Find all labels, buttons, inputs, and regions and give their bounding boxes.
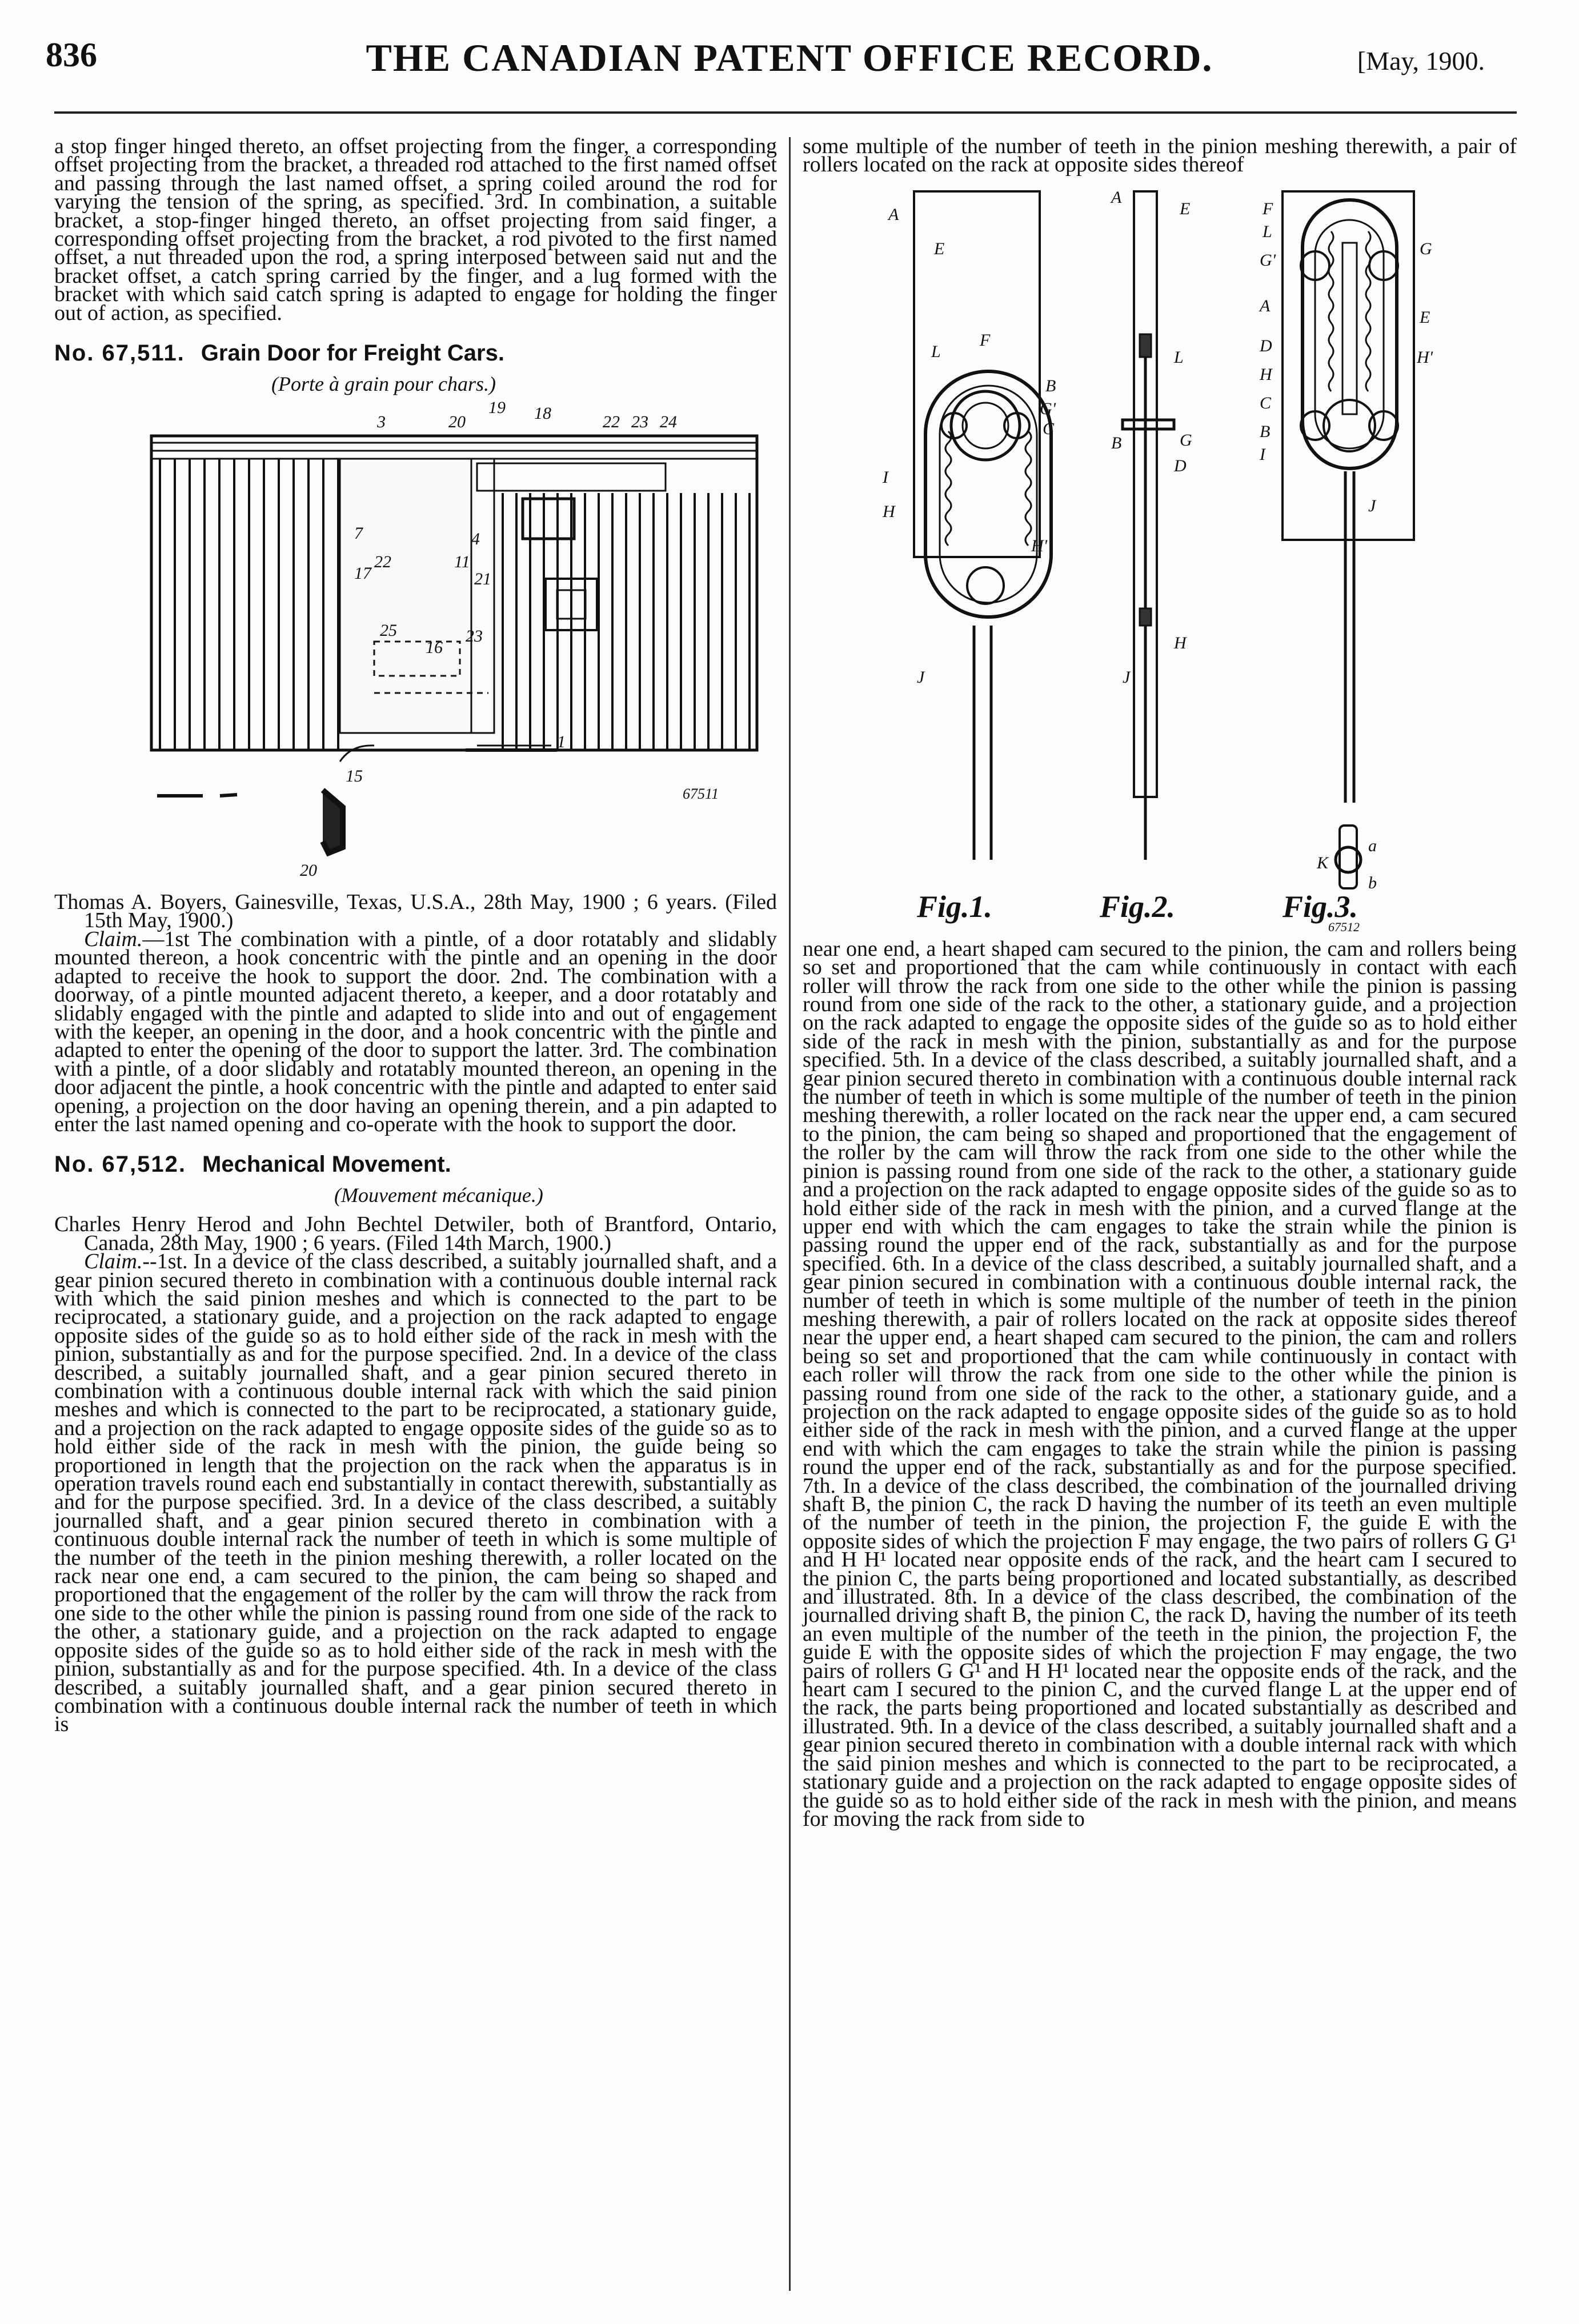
fig-label: H <box>883 502 895 521</box>
patent-claims <box>54 927 777 1136</box>
fig-label: 16 <box>426 638 443 658</box>
fig-label: 23 <box>631 412 648 432</box>
fig-label: 11 <box>454 552 470 572</box>
claim-label: Claim. <box>84 927 143 951</box>
fig-label: a <box>1368 836 1377 855</box>
fig-label: 23 <box>466 627 483 646</box>
fig-label: D <box>1174 456 1187 475</box>
patent-heading-67512 <box>54 1152 777 1177</box>
figure-reference: 67511 <box>683 786 719 803</box>
patent-byline: Charles Henry Herod and John Bechtel Detwiler, both of Brantford, Ontario, Canada, 28th May, 1900 ; 6 years. (Filed 14th March, 1900.) <box>54 1212 777 1255</box>
left-column <box>54 134 777 1737</box>
fig-label: H' <box>1417 347 1433 367</box>
claim-text: --1st. In a device of the class described, a suitably journalled shaft, and a gear pinion secured thereto in combination with a continuous double internal rack with which the said pinion meshes and which is connected to the part to be reciprocated, a stationary guide, and a projection on the rack adapted to engage opposite sides of the guide so as to hold either side of the rack in mesh with the pinion, substantially as and for the purpose specified. 2nd. In a device of the class described, a suitably journalled shaft, and a gear pinion secured thereto in combination with a continuous double internal rack with which the said pinion meshes and which is connected to the part to be reciprocated, a stationary guide, and a projection on the rack adapted to engage opposite sides of the guide so as to hold either side of the rack in mesh with the pinion, the guide being so proportioned in length that the projection on the rack when the apparatus is in operation travels round each end substantially in contact therewith, substantially as and for the purpose specified. 3rd. In a device of the class described, a suitably journalled shaft, and a gear pinion secured thereto in combination with a continuous double internal rack the number of teeth in which is some multiple of the number of the teeth in the pinion meshing therewith, a roller located on the rack near one end, a cam secured to the pinion, the cam being so shaped and proportioned that the engagement of the roller by the cam will throw the rack from one side to the other while the pinion is passing round from one side of the rack to the other, a stationary guide, and a projection on the rack adapted to engage opposite sides of the guide so as to hold either side of the rack in mesh with the pinion, substantially as and for the purpose specified. 4th. In a device of the class described, a suitably journalled shaft, and a gear pinion secured thereto in combination with a continuous double internal rack the number of teeth in which is <box>54 1249 777 1737</box>
fig-label: A <box>888 205 899 224</box>
fig-label: 20 <box>300 861 317 880</box>
continuation-text-top: some multiple of the number of teeth in the pinion meshing therewith, a pair of rollers located on the rack at opposite sides thereof <box>803 134 1517 177</box>
patent-byline: Thomas A. Boyers, Gainesville, Texas, U.S.A., 28th May, 1900 ; 6 years. (Filed 15th May, 1900.) <box>54 890 777 933</box>
figure-caption: Fig.3. <box>1283 889 1358 924</box>
fig-label: L <box>931 342 941 361</box>
fig-label: 25 <box>380 621 397 640</box>
fig-label: L <box>1174 347 1184 367</box>
fig-label: 4 <box>471 530 480 549</box>
fig-label: 22 <box>603 412 620 432</box>
issue-date: [May, 1900. <box>1357 46 1485 75</box>
fig-label: 7 <box>354 524 363 543</box>
patent-number: No. 67,511. <box>54 340 185 366</box>
fig-label: 21 <box>474 570 491 589</box>
fig-label: E <box>1420 307 1430 327</box>
fig-label: 17 <box>354 564 371 583</box>
fig-label: A <box>1111 187 1122 207</box>
patent-subtitle: (Mouvement mécanique.) <box>334 1184 543 1207</box>
right-column <box>803 134 1517 1831</box>
fig-label: I <box>883 467 888 487</box>
fig-label: 18 <box>534 404 551 423</box>
fig-label: 20 <box>448 412 466 432</box>
fig-label: b <box>1368 873 1377 892</box>
fig-label: J <box>1368 496 1376 515</box>
fig-label: J <box>1123 667 1131 687</box>
continuation-text-left: a stop finger hinged thereto, an offset projecting from the finger, a corresponding offset projecting from the bracket, a threaded rod attached to the first named offset and passing through the last named offset, a spring coiled around the rod for varying the tension of the spring, as specified. 3rd. In combination, a suitable bracket, a stop-finger hinged thereto, an offset projecting from said finger, a corresponding offset projecting from the bracket, a rod pivoted to the first named offset, a nut threaded upon the rod, a spring interposed between said nut and the bracket offset, a catch spring carried by the finger, and a lug formed with the bracket with which said catch spring is adapted to engage for holding the finger out of action, as specified. <box>54 134 777 325</box>
fig-label: 3 <box>377 412 386 432</box>
fig-label: H <box>1174 633 1187 652</box>
header-rule <box>54 111 1517 114</box>
fig-label: F <box>1263 199 1273 218</box>
fig-label: L <box>1263 222 1272 241</box>
fig-label: G' <box>1260 250 1276 270</box>
claim-text: —1st The combination with a pintle, of a door rotatably and slidably mounted thereon, a hook concentric with the pintle and an opening in the door adapted to receive the hook to support the door. 2nd. The combination with a doorway, of a pintle mounted adjacent thereto, a keeper, and a door rotatably and slidably engaged with the pintle and adapted to slide into and out of engagement with the keeper, an opening in the door, and a hook concentric with the pintle and adapted to enter the opening of the door to support the latter. 3rd. The combination with a pintle, of a door slidably and rotatably mounted thereon, an opening in the door adjacent the pintle, a hook concentric with the pintle and adapted to enter said opening, a projection on the door having an opening therein, and a pin adapted to enter the last named opening and co-operate with the hook to support the door. <box>54 927 777 1136</box>
fig-label: B <box>1045 376 1056 395</box>
fig-label: H' <box>1031 536 1048 555</box>
fig-label: F <box>980 330 991 350</box>
page-number: 836 <box>46 36 97 74</box>
journal-title: THE CANADIAN PATENT OFFICE RECORD. <box>366 36 1213 79</box>
figure-caption: Fig.1. <box>917 889 993 924</box>
figure-caption: Fig.2. <box>1100 889 1176 924</box>
patent-title: Grain Door for Freight Cars. <box>201 340 504 366</box>
claim-label: Claim. <box>84 1249 143 1274</box>
fig-label: I <box>1260 444 1265 464</box>
fig-label: 19 <box>488 398 506 418</box>
fig-label: J <box>917 667 925 687</box>
grain-door-figure <box>54 396 777 881</box>
fig-label: G <box>1420 239 1432 258</box>
patent-subtitle: (Porte à grain pour chars.) <box>271 372 496 396</box>
fig-label: 22 <box>374 552 391 572</box>
patent-claims <box>54 1249 777 1737</box>
fig-label: A <box>1260 296 1271 315</box>
column-divider <box>789 137 791 2291</box>
fig-label: 15 <box>346 767 363 786</box>
fig-label: G' <box>1040 399 1056 418</box>
patent-heading-67511 <box>54 340 777 366</box>
fig-label: H <box>1260 364 1272 384</box>
fig-label: B <box>1111 433 1122 452</box>
fig-label: E <box>1180 199 1191 218</box>
fig-label: E <box>934 239 945 258</box>
continuation-text-main: near one end, a heart shaped cam secured to the pinion, the cam and rollers being so set and proportioned that the cam while continuously in contact with each roller will throw the rack from one side to the other while the pinion is passing round from one side of the rack to the other, a stationary guide, and a projection on the rack adapted to engage the opposite sides of the guide so as to hold either side of the rack in mesh with the pinion, substantially as and for the purpose specified. 5th. In a device of the class described, a suitably journalled shaft, and a gear pinion secured thereto in combination with a continuous double internal rack the number of teeth in which is some multiple of the number of teeth in the pinion meshing therewith, a roller located on the rack near the upper end, a cam secured to the pinion, the cam being so shaped and proportioned that the engagement of the roller by the cam will throw the rack from one side to the other while the pinion is passing round from one side of the rack to the other, a stationary guide and a projection on the rack adapted to engage opposite sides of the guide so as to hold either side of the rack in mesh with the pinion, and a curved flange at the upper end with which the cam engages to take the strain while the pinion is passing round the upper end of the rack, substantially as and for the purpose specified. 6th. In a device of the class described, a suitably journalled shaft, and a gear pinion secured in combination with a continuous double internal rack, the number of teeth in which is some multiple of the number of teeth in the pinion meshing therewith, a pair of rollers located on the rack at opposite sides thereof near the upper end, a heart shaped cam secured to the pinion, the cam and rollers being so set and proportioned that the cam while continuously in contact with each roller will throw the rack from one side to the other while the pinion is passing round from one side of the rack to the other, a stationary guide, and a projection on the rack adapted to engage opposite sides of the guide so as to hold either side of the rack in mesh with the pinion, and a curved flange at the upper end with which the cam engages to take the strain while the pinion is passing round the upper end of the rack, substantially as and for the purpose specified. 7th. In a device of the class described, the combination of the journalled driving shaft B, the pinion C, the rack D having the number of its teeth an even multiple of the number of teeth in the pinion, the projection F, the guide E with the opposite sides of which the projection F may engage, the two pairs of rollers G G¹ and H H¹ located near opposite ends of the rack, and the heart cam I secured to the pinion C, the parts being proportioned and located substantially, as described and illustrated. 8th. In a device of the class described, the combination of the journalled driving shaft B, the pinion C, the rack D, having the number of its teeth an even multiple of the number of the teeth in the pinion, the projection F, the guide E with the opposite sides of which the projection F may engage, the two pairs of rollers G G¹ and H H¹ located near the opposite ends of the rack, and the heart cam I secured to the pinion C, and the curved flange L at the upper end of the rack, the parts being proportioned and located substantially as described and illustrated. 9th. In a device of the class described, a suitably journalled shaft and a gear pinion secured thereto in combination with a double internal rack with which the said pinion meshes and which is connected to the part to be reciprocated, a stationary guide and a projection on the rack adapted to engage opposite sides of the guide so as to hold either side of the rack in mesh with the pinion, and means for moving the rack from side to <box>803 936 1517 1831</box>
patent-title: Mechanical Movement. <box>202 1152 451 1177</box>
fig-label: C <box>1043 419 1055 438</box>
fig-label: D <box>1260 336 1272 355</box>
fig-label: B <box>1260 422 1271 441</box>
fig-label: G <box>1180 430 1192 450</box>
fig-label: C <box>1260 393 1272 412</box>
fig-label: 1 <box>557 732 566 752</box>
figure-reference: 67512 <box>1328 919 1360 934</box>
mechanical-movement-figure <box>803 174 1517 934</box>
fig-label: K <box>1317 853 1329 872</box>
patent-number: No. 67,512. <box>54 1152 187 1177</box>
fig-label: 24 <box>660 412 677 432</box>
